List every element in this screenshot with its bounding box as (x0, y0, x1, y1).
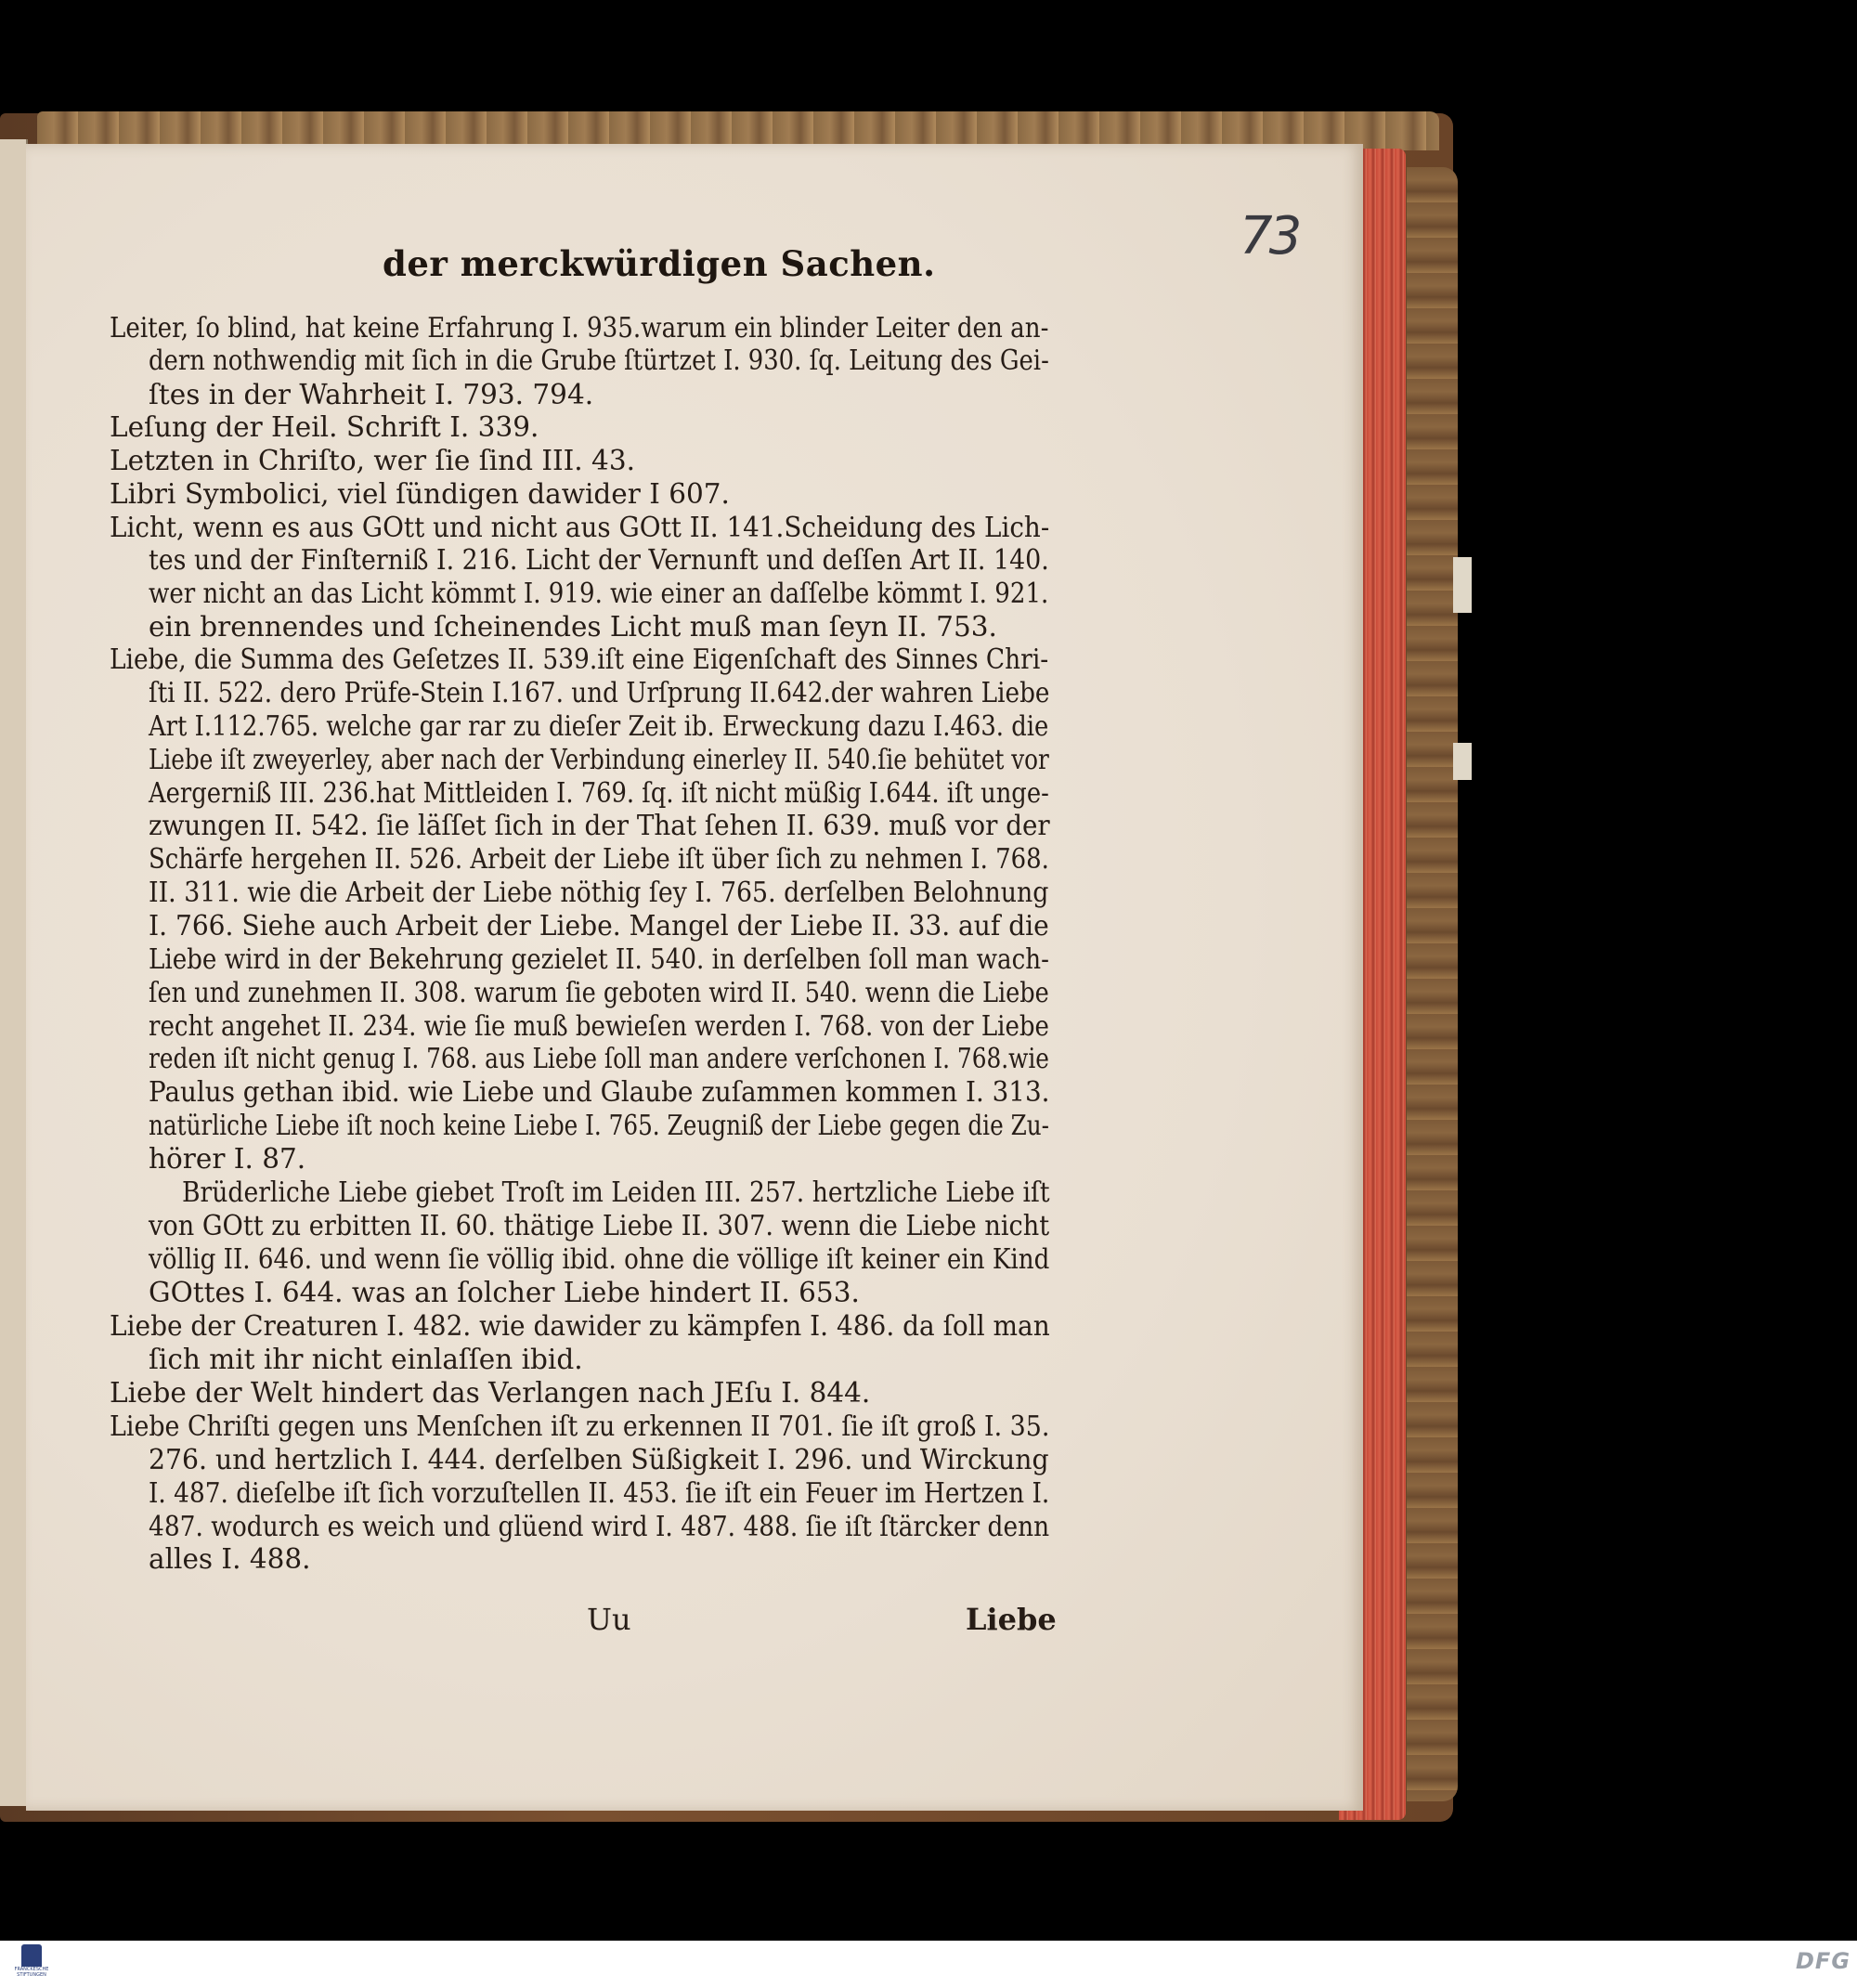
text-line: 276. und hertzlich I. 444. derſelben Süßigkeit I. 296. und Wirckung (149, 1444, 1049, 1475)
book-cover-edge (1407, 167, 1458, 1801)
text-line: wer nicht an das Licht kömmt I. 919. wie einer an daſſelbe kömmt I. 921. (149, 578, 1049, 609)
text-line: Brüderliche Liebe giebet Troſt im Leiden III. 257. hertzliche Liebe iſt (182, 1176, 1050, 1208)
signature-mark: Uu (587, 1602, 631, 1637)
text-line: Letzten in Chriſto, wer ſie ſind III. 43. (110, 445, 635, 476)
running-head: der merckwürdigen Sachen. (383, 243, 936, 284)
text-line: Leſung der Heil. Schrift I. 339. (110, 411, 539, 443)
text-line: 487. wodurch es weich und glüend wird I. 487. 488. ſie iſt ſtärcker denn (149, 1511, 1050, 1542)
catchword: Liebe (966, 1602, 1057, 1637)
text-line: Libri Symbolici, viel ſündigen dawider I 607. (110, 478, 730, 510)
text-line: GOttes I. 644. was an ſolcher Liebe hindert II. 653. (149, 1277, 860, 1308)
text-line: hörer I. 87. (149, 1143, 306, 1175)
text-line: tes und der Finſterniß I. 216. Licht der Vernunft und deſſen Art II. 140. (149, 544, 1049, 576)
text-line: Art I.112.765. welche gar rar zu dieſer Zeit ib. Erweckung dazu I.463. die (149, 710, 1049, 742)
text-line: I. 487. dieſelbe iſt ſich vorzuſtellen II. 453. ſie iſt ein Feuer im Hertzen I. (149, 1477, 1050, 1509)
text-line: ſen und zunehmen II. 308. warum ſie geboten wird II. 540. wenn die Liebe (149, 977, 1049, 1008)
text-line: I. 766. Siehe auch Arbeit der Liebe. Mangel der Liebe II. 33. auf die (149, 910, 1049, 942)
left-page-margin (0, 139, 28, 1806)
text-line: Liebe wird in der Bekehrung gezielet II. 540. in derſelben ſoll man wach- (149, 943, 1049, 975)
dfg-logo: DFG (1796, 1948, 1851, 1974)
logo-text: FRANCKESCHE STIFTUNGEN (14, 1967, 49, 1978)
page-number: 73 (1240, 206, 1299, 266)
text-line: völlig II. 646. und wenn ſie völlig ibid. ohne die völlige iſt keiner ein Kind (149, 1243, 1050, 1275)
text-line: Schärfe hergehen II. 526. Arbeit der Liebe iſt über ſich zu nehmen I. 768. (149, 843, 1049, 875)
text-line: natürliche Liebe iſt noch keine Liebe I. 765. Zeugniß der Liebe gegen die Zu- (149, 1110, 1050, 1141)
text-line: ſich mit ihr nicht einlaſſen ibid. (149, 1344, 583, 1375)
text-line: Licht, wenn es aus GOtt und nicht aus GOtt II. 141.Scheidung des Lich- (110, 512, 1050, 543)
text-line: Liebe, die Summa des Geſetzes II. 539.iſt eine Eigenſchaft des Sinnes Chri- (110, 643, 1049, 675)
text-line: von GOtt zu erbitten II. 60. thätige Liebe II. 307. wenn die Liebe nicht (149, 1210, 1050, 1241)
text-line: zwungen II. 542. ſie läſſet ſich in der That ſehen II. 639. muß vor der (149, 810, 1050, 841)
institution-logo (11, 1944, 52, 1983)
text-line: Liebe Chriſti gegen uns Menſchen iſt zu erkennen II 701. ſie iſt groß I. 35. (110, 1410, 1050, 1442)
text-line: Liebe iſt zweyerley, aber nach der Verbindung einerley II. 540.ſie behütet vor (149, 744, 1049, 775)
text-line: Liebe der Creaturen I. 482. wie dawider zu kämpfen I. 486. da ſoll man (110, 1310, 1050, 1342)
text-line: Paulus gethan ibid. wie Liebe und Glaube zuſammen kommen I. 313. (149, 1076, 1050, 1108)
text-line: ein brennendes und ſcheinendes Licht muß man ſeyn II. 753. (149, 611, 997, 643)
text-line: II. 311. wie die Arbeit der Liebe nöthig ſey I. 765. derſelben Belohnung (149, 877, 1049, 908)
text-line: ſti II. 522. dero Prüfe-Stein I.167. und Urſprung II.642.der wahren Liebe (149, 677, 1050, 708)
footer-bar (0, 1941, 1857, 1988)
text-line: Leiter, ſo blind, hat keine Erfahrung I. 935.warum ein blinder Leiter den an- (110, 312, 1049, 344)
text-line: alles I. 488. (149, 1543, 311, 1575)
text-line: Aergerniß III. 236.hat Mittleiden I. 769. ſq. iſt nicht müßig I.644. iſt unge- (149, 777, 1049, 809)
text-line: Liebe der Welt hindert das Verlangen nach JEſu I. 844. (110, 1377, 871, 1409)
text-line: recht angehet II. 234. wie ſie muß bewieſen werden I. 768. von der Liebe (149, 1010, 1049, 1042)
text-line: reden iſt nicht genug I. 768. aus Liebe ſoll man andere verſchonen I. 768.wie (149, 1043, 1049, 1074)
text-line: dern nothwendig mit ſich in die Grube ſtürtzet I. 930. ſq. Leitung des Gei- (149, 344, 1049, 376)
text-line: ſtes in der Wahrheit I. 793. 794. (149, 379, 594, 410)
logo-mark-icon (21, 1944, 42, 1967)
